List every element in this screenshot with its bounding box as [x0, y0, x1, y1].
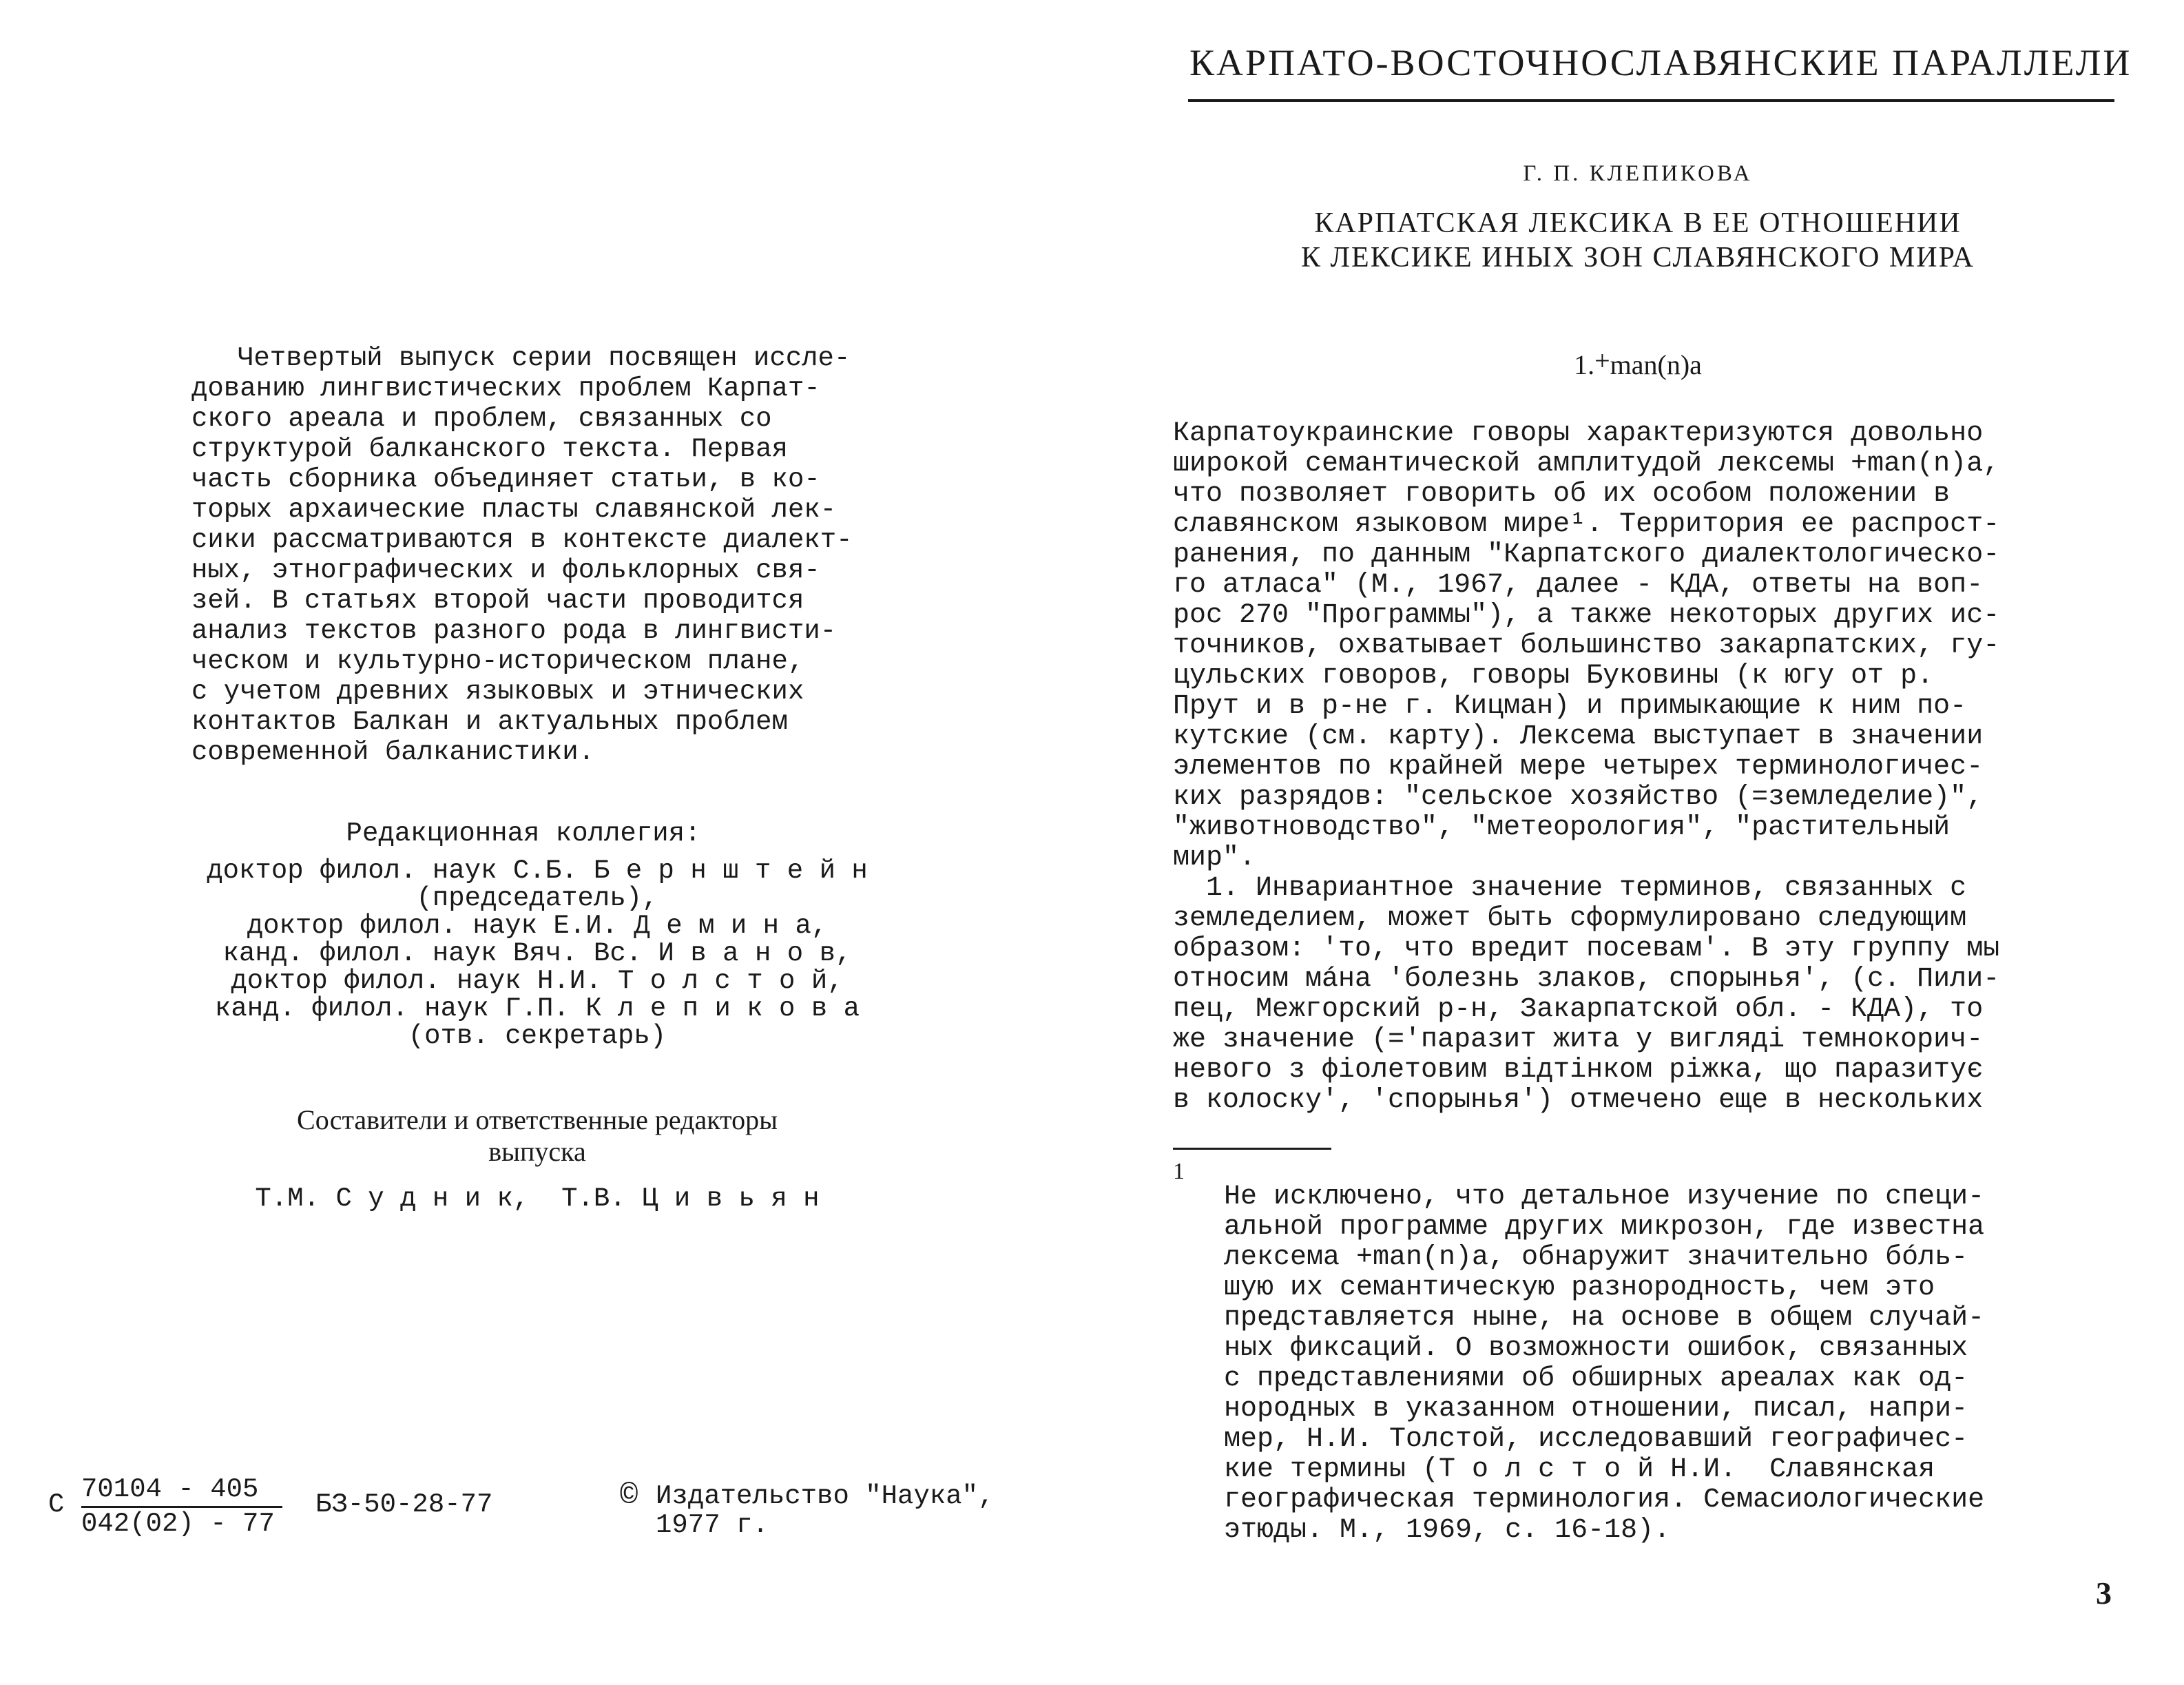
fraction-denominator: 042(02) - 77 — [81, 1509, 275, 1539]
body-line: го атласа" (М., 1967, далее - КДА, ответы на воп- — [1173, 570, 1984, 601]
copyright-sign: © — [620, 1479, 638, 1513]
footnote-rule — [1173, 1148, 1331, 1150]
footnote-line: с представлениями об обширных ареалах как од- — [1224, 1363, 1968, 1394]
body-line: "животноводство", "метеорология", "растительный — [1173, 812, 1951, 843]
annotation-line: с учетом древних языковых и этнических — [191, 676, 804, 707]
publisher-line: 1977 г. — [656, 1510, 769, 1540]
article-title: КАРПАТСКАЯ ЛЕКСИКА В ЕЕ ОТНОШЕНИИ — [1314, 207, 1962, 239]
footnote-mark: 1 — [1173, 1159, 1185, 1184]
body-line: образом: 'то, что вредит посевам'. В эту группу мы — [1173, 933, 2000, 964]
article-title: К ЛЕКСИКЕ ИНЫХ ЗОН СЛАВЯНСКОГО МИРА — [1301, 242, 1975, 273]
footnote-line: лексема +man(n)a, обнаружит значительно бóль- — [1224, 1242, 1968, 1273]
body-line: точников, охватывает большинство закарпатских, гу- — [1173, 630, 2000, 661]
annotation-line: часть сборника объединяет статьи, в ко- — [191, 464, 820, 495]
section-word: man(n)a — [1610, 349, 1702, 380]
board-member: канд. филол. наук Вяч. Вс. И в а н о в, — [222, 938, 852, 969]
annotation-line: контактов Балкан и актуальных проблем — [191, 707, 788, 737]
body-line: цульских говоров, говоры Буковины (к югу от р. — [1173, 661, 1934, 692]
footnote-line: представляется ныне, на основе в общем случай- — [1224, 1303, 1985, 1334]
annotation-line: современной балканистики. — [191, 737, 595, 767]
section-sup: + — [1594, 345, 1610, 376]
catalog-letter: С — [48, 1489, 65, 1520]
body-line: Прут и в р-не г. Кицман) и примыкающие к ним по- — [1173, 691, 1967, 722]
compilers-names: Т.М. С у д н и к, Т.В. Ц и в ь я н — [255, 1183, 820, 1214]
body-line: относим мáнa 'болезнь злаков, спорынья', (с. Пили- — [1173, 964, 2000, 995]
body-line: элементов по крайней мере четырех терминологичес- — [1173, 752, 1984, 783]
body-line: славянском языковом мире¹. Территория ее распрост- — [1173, 509, 2000, 540]
body-line: невого з фіолетовим відтінком ріжка, що паразитує — [1173, 1055, 1984, 1086]
board-member: (председатель), — [416, 883, 658, 913]
body-line: кутские (см. карту). Лексема выступает в значении — [1173, 721, 1984, 752]
annotation-line: Четвертый выпуск серии посвящен иссле- — [238, 343, 851, 373]
board-member: (отв. секретарь) — [408, 1021, 667, 1051]
annotation-line: ского ареала и проблем, связанных со — [191, 404, 772, 434]
running-head: КАРПАТО-ВОСТОЧНОСЛАВЯНСКИЕ ПАРАЛЛЕЛИ — [1189, 42, 2132, 83]
board-member: канд. филол. наук Г.П. К л е п и к о в а — [214, 993, 860, 1024]
body-line: что позволяет говорить об их особом положении в — [1173, 479, 1951, 510]
fraction-bar — [81, 1506, 282, 1508]
board-member: доктор филол. наук Е.И. Д е м и н а, — [247, 911, 828, 941]
annotation-line: торых архаические пласты славянской лек- — [191, 495, 837, 525]
footnote-line: географическая терминология. Семасиологические — [1224, 1485, 1985, 1516]
compilers-heading: выпуска — [488, 1136, 586, 1167]
annotation-line: анализ текстов разного рода в лингвисти- — [191, 616, 837, 646]
board-member: доктор филол. наук С.Б. Б е р н ш т е й н — [207, 856, 868, 886]
body-line: широкой семантической амплитудой лексемы +man(n)a, — [1173, 448, 2000, 479]
fraction-numerator: 70104 - 405 — [81, 1474, 259, 1505]
annotation-line: сики рассматриваются в контексте диалект- — [191, 525, 853, 555]
footnote-line: этюды. М., 1969, с. 16-18). — [1224, 1515, 1671, 1546]
footnote-line: Не исключено, что детальное изучение по специ- — [1224, 1181, 1985, 1212]
section-number: 1. — [1574, 349, 1595, 380]
head-rule — [1188, 99, 2114, 102]
publisher-line: Издательство "Наука", — [656, 1481, 995, 1511]
body-line: рос 270 "Программы"), а также некоторых других ис- — [1173, 600, 2000, 631]
footnote-line: альной программе других микрозон, где известна — [1224, 1212, 1985, 1243]
footnote-line: шую их семантическую разнородность, чем это — [1224, 1272, 1935, 1303]
body-line: мир". — [1173, 842, 1256, 873]
footnote-line: нородных в указанном отношении, писал, напри- — [1224, 1394, 1968, 1425]
body-line: ранения, по данным "Карпатского диалектологическо- — [1173, 539, 2000, 570]
footnote-line: мер, Н.И. Толстой, исследовавший географичес- — [1224, 1424, 1968, 1455]
body-line: Карпатоукраинские говоры характеризуются довольно — [1173, 418, 1984, 449]
annotation-line: дованию лингвистических проблем Карпат- — [191, 373, 820, 404]
body-line: в колоску', 'спорынья') отмечено еще в нескольких — [1173, 1085, 1984, 1116]
body-line: же значение (='паразит жита у вигляді темнокорич- — [1173, 1024, 1984, 1055]
catalog-fraction — [48, 1474, 288, 1543]
footnote-line: ных фиксаций. О возможности ошибок, связанных — [1224, 1333, 1968, 1364]
annotation-line: ческом и культурно-историческом плане, — [191, 646, 804, 676]
annotation-line: зей. В статьях второй части проводится — [191, 586, 804, 616]
annotation-line: структурой балканского текста. Первая — [191, 434, 788, 464]
footnote-line: кие термины (Т о л с т о й Н.И. Славянская — [1224, 1454, 1935, 1485]
section-heading — [1092, 345, 2184, 381]
board-member: доктор филол. наук Н.И. Т о л с т о й, — [231, 966, 844, 996]
article-author: Г. П. КЛЕПИКОВА — [1523, 161, 1753, 186]
body-line: земледелием, может быть сформулировано следующим — [1173, 903, 1967, 934]
catalog-code: БЗ-50-28-77 — [315, 1489, 493, 1520]
compilers-heading: Составители и ответственные редакторы — [297, 1104, 778, 1135]
page-number: 3 — [2096, 1575, 2112, 1611]
body-line: 1. Инвариантное значение терминов, связанных с — [1173, 873, 1967, 904]
board-heading: Редакционная коллегия: — [346, 818, 701, 849]
annotation-line: ных, этнографических и фольклорных свя- — [191, 555, 820, 586]
right-page — [1092, 0, 2184, 1685]
body-line: пец, Межгорский р-н, Закарпатской обл. - КДА), то — [1173, 994, 1984, 1025]
body-line: ких разрядов: "сельское хозяйство (=земледелие)", — [1173, 782, 1984, 813]
